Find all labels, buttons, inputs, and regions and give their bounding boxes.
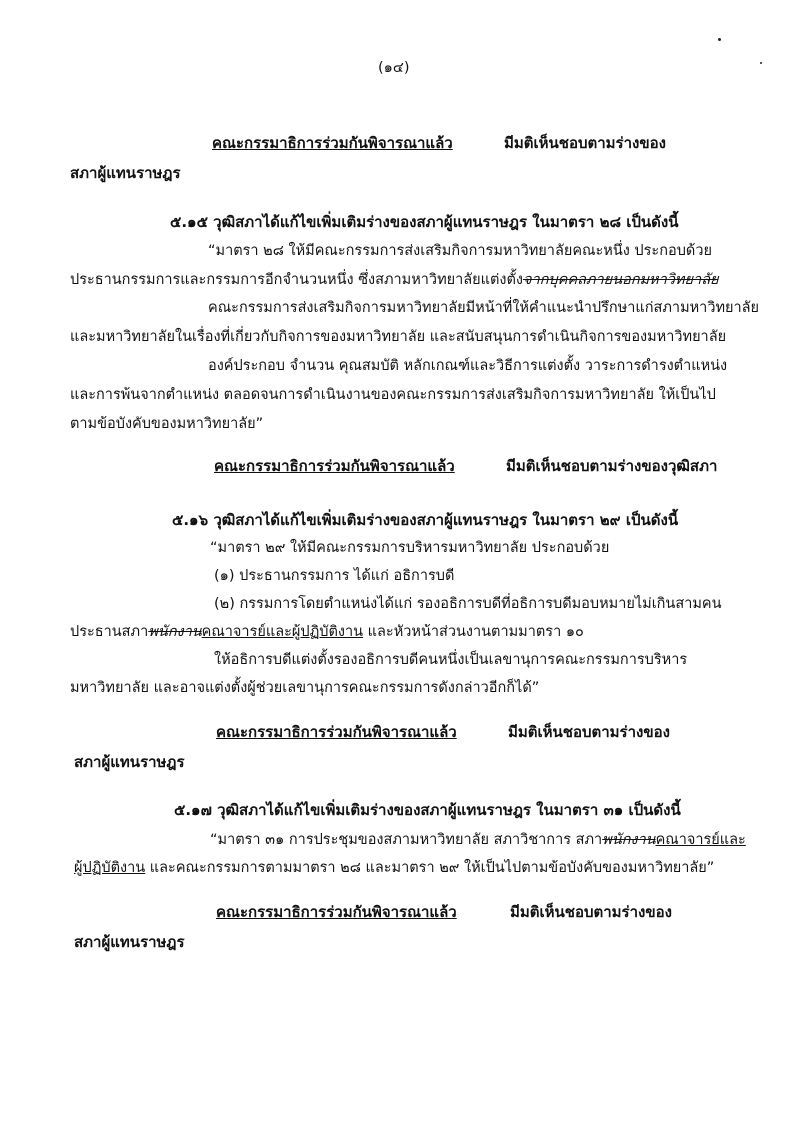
struck-text: พนักงาน <box>602 832 656 848</box>
scan-speck <box>760 62 762 64</box>
section-5-15-line: ตามข้อบังคับของมหาวิทยาลัย” <box>70 416 264 432</box>
section-5-16-line: (๑) ประธานกรรมการ ได้แก่ อธิการบดี <box>214 568 455 584</box>
section-5-16-heading: ๕.๑๖ วุฒิสภาได้แก้ไขเพิ่มเติมร่างของสภาผู้แทนราษฎร ในมาตรา ๒๙ เป็นดังนี้ <box>172 511 679 529</box>
section-5-15-line <box>70 270 718 290</box>
committee-note-1-result: มีมติเห็นชอบตามร่างของ <box>504 134 666 152</box>
section-5-16-text: และหัวหน้าส่วนงานตามมาตรา ๑๐ <box>363 624 584 640</box>
underlined-insertion: คณาจารย์และ <box>655 832 746 848</box>
section-5-15-line: และการพ้นจากตำแหน่ง ตลอดจนการดำเนินงานของคณะกรรมการส่งเสริมกิจการมหาวิทยาลัย ให้เป็นไป <box>70 387 716 403</box>
section-5-17-text: และคณะกรรมการตามมาตรา ๒๘ และมาตรา ๒๙ ให้เป็นไปตามข้อบังคับของมหาวิทยาลัย” <box>145 860 715 876</box>
section-5-16-line: (๒) กรรมการโดยตำแหน่งได้แก่ รองอธิการบดีที่อธิการบดีมอบหมายไม่เกินสามคน <box>214 596 722 612</box>
section-5-15-line: และมหาวิทยาลัยในเรื่องที่เกี่ยวกับกิจการของมหาวิทยาลัย และสนับสนุนการดำเนินกิจการของมหาวิทยาลัย <box>70 329 727 345</box>
committee-note-1-label: คณะกรรมาธิการร่วมกันพิจารณาแล้ว <box>212 134 453 152</box>
section-5-15-line: “มาตรา ๒๘ ให้มีคณะกรรมการส่งเสริมกิจการมหาวิทยาลัยคณะหนึ่ง ประกอบด้วย <box>208 243 712 259</box>
section-5-16-line: มหาวิทยาลัย และอาจแต่งตั้งผู้ช่วยเลขานุการคณะกรรมการดังกล่าวอีกก็ได้” <box>70 680 540 696</box>
committee-note-1-result-cont: สภาผู้แทนราษฎร <box>70 164 181 182</box>
section-5-16-line: “มาตรา ๒๙ ให้มีคณะกรรมการบริหารมหาวิทยาลัย ประกอบด้วย <box>210 540 610 556</box>
section-5-17-line <box>74 858 714 878</box>
underlined-insertion: คณาจารย์และผู้ปฏิบัติงาน <box>201 624 364 640</box>
scan-speck <box>718 38 721 41</box>
page-number: (๑๔) <box>378 60 410 76</box>
struck-text: จากบุคคลภายนอกมหาวิทยาลัย <box>523 272 719 288</box>
section-5-16-text: ประธานสภา <box>70 624 149 640</box>
section-5-16-line: ให้อธิการบดีแต่งตั้งรองอธิการบดีคนหนึ่งเป็นเลขานุการคณะกรรมการบริหาร <box>214 652 688 668</box>
committee-note-4-label: คณะกรรมาธิการร่วมกันพิจารณาแล้ว <box>216 903 457 921</box>
committee-note-2-result: มีมติเห็นชอบตามร่างของวุฒิสภา <box>506 457 718 475</box>
section-5-15-heading: ๕.๑๕ วุฒิสภาได้แก้ไขเพิ่มเติมร่างของสภาผู้แทนราษฎร ในมาตรา ๒๘ เป็นดังนี้ <box>170 213 679 231</box>
section-5-15-line: คณะกรรมการส่งเสริมกิจการมหาวิทยาลัยมีหน้าที่ให้คำแนะนำปรึกษาแก่สภามหาวิทยาลัย <box>208 300 760 316</box>
committee-note-3-label: คณะกรรมาธิการร่วมกันพิจารณาแล้ว <box>216 723 457 741</box>
committee-note-4-result-cont: สภาผู้แทนราษฎร <box>74 933 185 951</box>
committee-note-2-label: คณะกรรมาธิการร่วมกันพิจารณาแล้ว <box>214 457 455 475</box>
committee-note-3-result: มีมติเห็นชอบตามร่างของ <box>508 723 670 741</box>
section-5-17-text: “มาตรา ๓๑ การประชุมของสภามหาวิทยาลัย สภาวิชาการ สภา <box>210 832 603 848</box>
committee-note-4-result: มีมติเห็นชอบตามร่างของ <box>510 903 672 921</box>
struck-text: พนักงาน <box>148 624 202 640</box>
underlined-insertion: ผู้ปฏิบัติงาน <box>74 860 146 876</box>
section-5-15-line: องค์ประกอบ จำนวน คุณสมบัติ หลักเกณฑ์และวิธีการแต่งตั้ง วาระการดำรงตำแหน่ง <box>208 358 728 374</box>
section-5-15-text: ประธานกรรมการและกรรมการอีกจำนวนหนึ่ง ซึ่งสภามหาวิทยาลัยแต่งตั้ง <box>70 272 523 288</box>
committee-note-3-result-cont: สภาผู้แทนราษฎร <box>74 753 185 771</box>
section-5-17-heading: ๕.๑๗ วุฒิสภาได้แก้ไขเพิ่มเติมร่างของสภาผู้แทนราษฎร ในมาตรา ๓๑ เป็นดังนี้ <box>174 801 681 819</box>
section-5-16-line <box>70 622 584 642</box>
section-5-17-line <box>210 830 746 850</box>
